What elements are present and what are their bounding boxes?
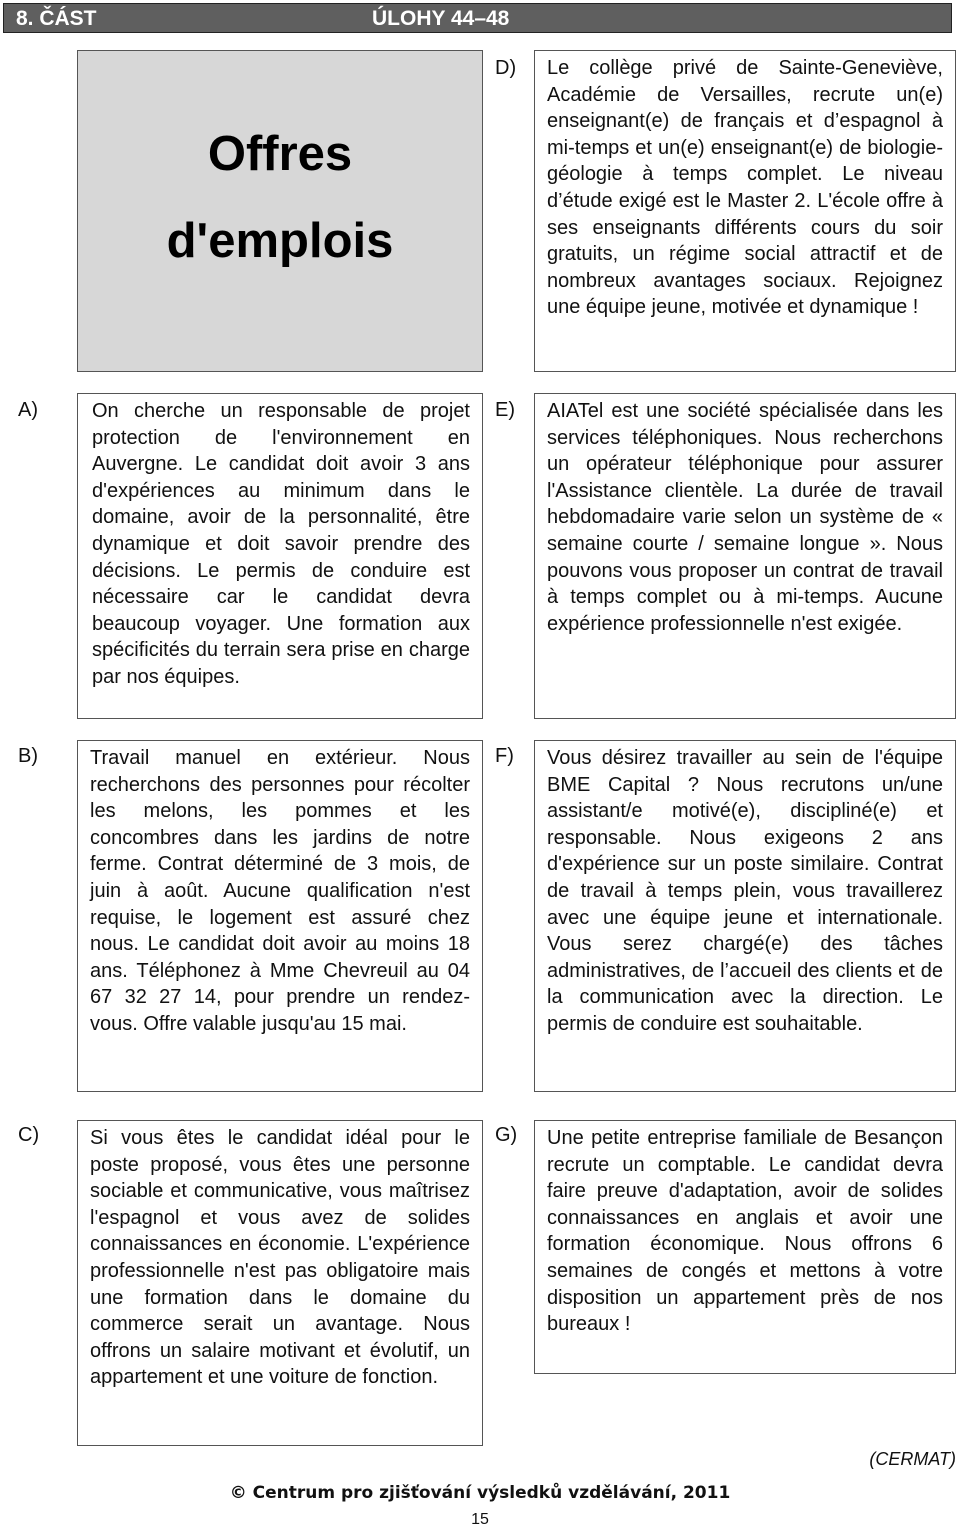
offer-g-letter: G) (495, 1124, 518, 1146)
offer-f-box (534, 740, 956, 1092)
offer-e-letter: E) (495, 399, 515, 421)
offer-b-box (77, 740, 483, 1092)
tasks-label: ÚLOHY 44–48 (372, 7, 510, 30)
offer-b-text: Travail manuel en extérieur. Nous recherchons des personnes pour récolter les melons, les pommes et les concombres dans les jardins de notre ferme. Contrat déterminé de 3 mois, de juin à août. Aucune qualification n'est requise, le logement est assuré chez nous. Le candidat doit avoir au moins 18 ans. Téléphonez à Mme Chevreuil au 04 67 32 27 14, pour prendre un rendez-vous. Offre valable jusqu'au 15 mai. (90, 747, 470, 1035)
offer-f-text: Vous désirez travailler au sein de l'équipe BME Capital ? Nous recrutons un/une assistant/e motivé(e), discipliné(e) et responsable. Nous exigeons 2 ans d'expérience sur un poste similaire. Contrat de travail à temps plein, vous travaillerez avec une équipe jeune et internationale. Vous serez chargé(e) des tâches administratives, de l’accueil des clients et de la communication avec la direction. Le permis de conduire est souhaitable. (547, 747, 943, 1035)
title-line-1: Offres (207, 127, 353, 181)
offer-a-text: On cherche un responsable de projet protection de l'environnement en Auvergne. Le candidat doit avoir 3 ans d'expériences au minimum dans le domaine, avoir de la personnalité, être dynamique et doit savoir prendre des décisions. Le permis de conduire est nécessaire car le candidat devra beaucoup voyager. Une formation aux spécificités du terrain sera prise en charge par nos équipes. (92, 400, 470, 688)
source-credit: (CERMAT) (869, 1449, 956, 1469)
offer-d-text: Le collège privé de Sainte-Geneviève, Académie de Versailles, recrute un(e) enseignant(e) de français et d’espagnol à mi-temps et un(e) enseignant(e) de biologie-géologie à temps complet. Le niveau d’étude exigé est le Master 2. L'école offre à ses enseignants différents cours du soir gratuits, un régime social attractif et de nombreux avantages sociaux. Rejoignez une équipe jeune, motivée et dynamique ! (547, 57, 943, 319)
offer-a-letter: A) (18, 399, 38, 421)
offer-d-box (534, 50, 956, 372)
title-box (77, 50, 483, 372)
offer-g-box (534, 1120, 956, 1374)
footer-copyright: © Centrum pro zjišťování výsledků vzdělávání, 2011 (229, 1483, 731, 1503)
title-line-2: d'emplois (166, 214, 394, 268)
offer-f-letter: F) (495, 745, 514, 767)
offer-g-text: Une petite entreprise familiale de Besançon recrute un comptable. Le candidat devra faire preuve d'adaptation, avoir de solides connaissances en anglais et avoir une formation économique. Nous offrons 6 semaines de congés et mettons à votre disposition un appartement près de nos bureaux ! (547, 1127, 943, 1336)
offer-a-box (77, 393, 483, 719)
offer-e-text: AIATel est une société spécialisée dans les services téléphoniques. Nous recherchons un opérateur téléphonique pour assurer l'Assistance clientèle. La durée de travail hebdomadaire varie selon un système de « semaine courte / semaine longue ». Nous pouvons vous proposer un contrat de travail à temps complet ou à mi-temps. Aucune expérience professionnelle n'est exigée. (547, 400, 943, 635)
offer-e-box (534, 393, 956, 719)
page-number: 15 (471, 1511, 489, 1528)
offer-c-letter: C) (18, 1124, 40, 1146)
offer-d-letter: D) (495, 57, 517, 79)
offer-b-letter: B) (18, 745, 38, 767)
part-label: 8. ČÁST (16, 7, 97, 30)
offer-c-box (77, 1120, 483, 1446)
section-header-bar (3, 3, 952, 33)
offer-c-text: Si vous êtes le candidat idéal pour le poste proposé, vous êtes une personne sociable et communicative, vous maîtrisez l'espagnol et vous avez de solides connaissances en économie. L'expérience professionnelle n'est pas obligatoire mais une formation dans le domaine du commerce serait un avantage. Nous offrons un salaire motivant et évolutif, un appartement et une voiture de fonction. (90, 1127, 470, 1389)
